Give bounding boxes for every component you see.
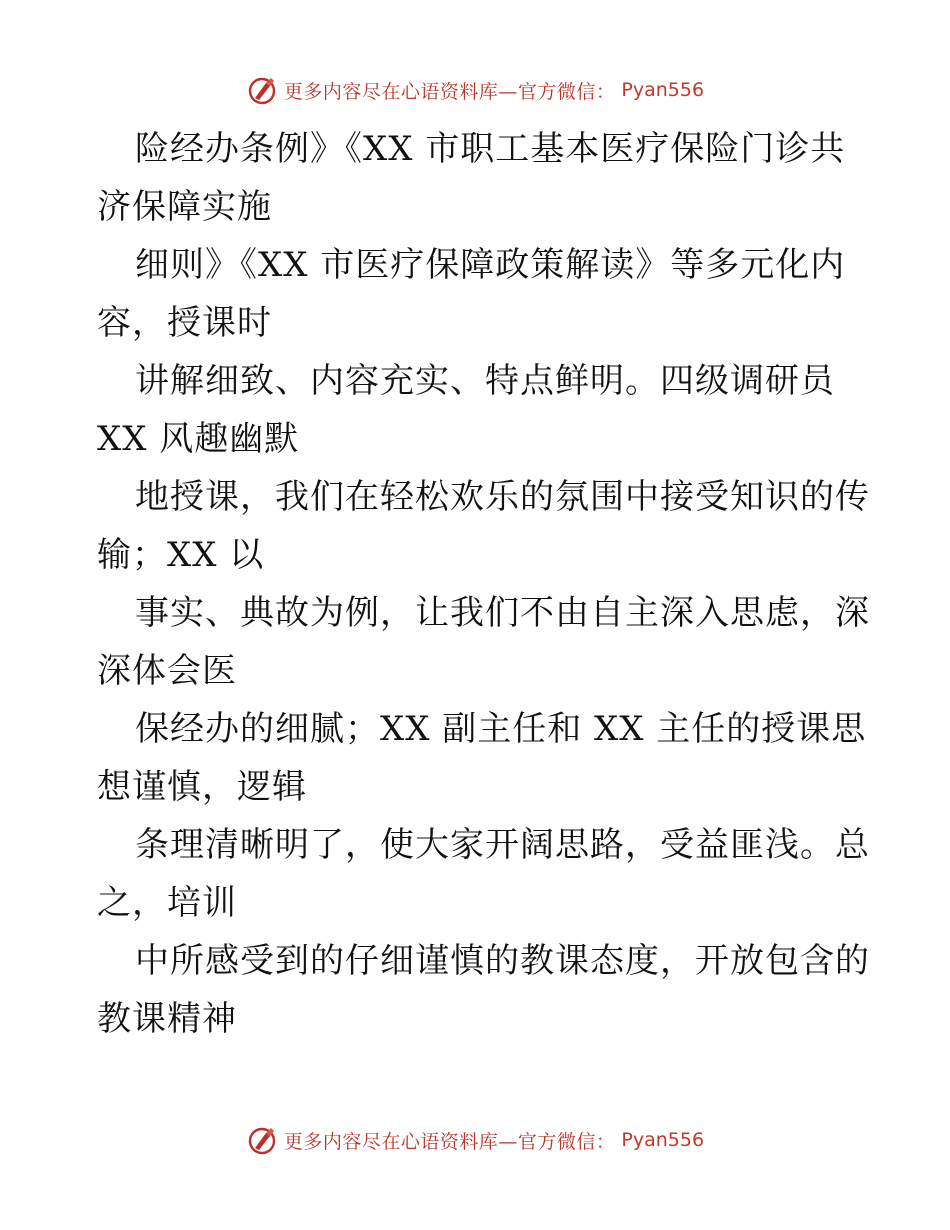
text-line: 想谨慎，逻辑 — [97, 767, 307, 807]
header-wechat-id: Pyan556 — [621, 79, 705, 101]
text-line: 深体会医 — [97, 651, 237, 691]
text-line: 条理清晰明了，使大家开阔思路，受益匪浅。总 — [135, 825, 870, 865]
text-line: 容，授课时 — [97, 303, 272, 343]
footer-wechat-id: Pyan556 — [621, 1129, 705, 1151]
text-line: 地授课，我们在轻松欢乐的氛围中接受知识的传 — [135, 477, 870, 517]
pen-logo-icon — [246, 1124, 278, 1156]
footer-text: 更多内容尽在心语资料库—官方微信： — [283, 1130, 616, 1153]
header-banner — [0, 70, 950, 110]
text-line: 保经办的细腻；XX 副主任和 XX 主任的授课思 — [135, 709, 867, 749]
text-line: 之，培训 — [97, 883, 237, 923]
text-line: 教课精神 — [97, 999, 237, 1039]
text-line: 细则》《XX 市医疗保障政策解读》等多元化内 — [135, 245, 846, 285]
text-line: 输；XX 以 — [97, 535, 265, 575]
footer-banner — [0, 1120, 950, 1160]
text-line: XX 风趣幽默 — [97, 419, 300, 459]
header-text: 更多内容尽在心语资料库—官方微信： — [283, 80, 616, 103]
text-line: 险经办条例》《XX 市职工基本医疗保险门诊共 — [135, 129, 846, 169]
text-line: 讲解细致、内容充实、特点鲜明。四级调研员 — [135, 361, 835, 401]
text-line: 事实、典故为例，让我们不由自主深入思虑，深 — [135, 593, 870, 633]
pen-logo-icon — [246, 74, 278, 106]
document-body — [97, 120, 870, 1048]
text-line: 济保障实施 — [97, 187, 272, 227]
text-line: 中所感受到的仔细谨慎的教课态度，开放包含的 — [135, 941, 870, 981]
